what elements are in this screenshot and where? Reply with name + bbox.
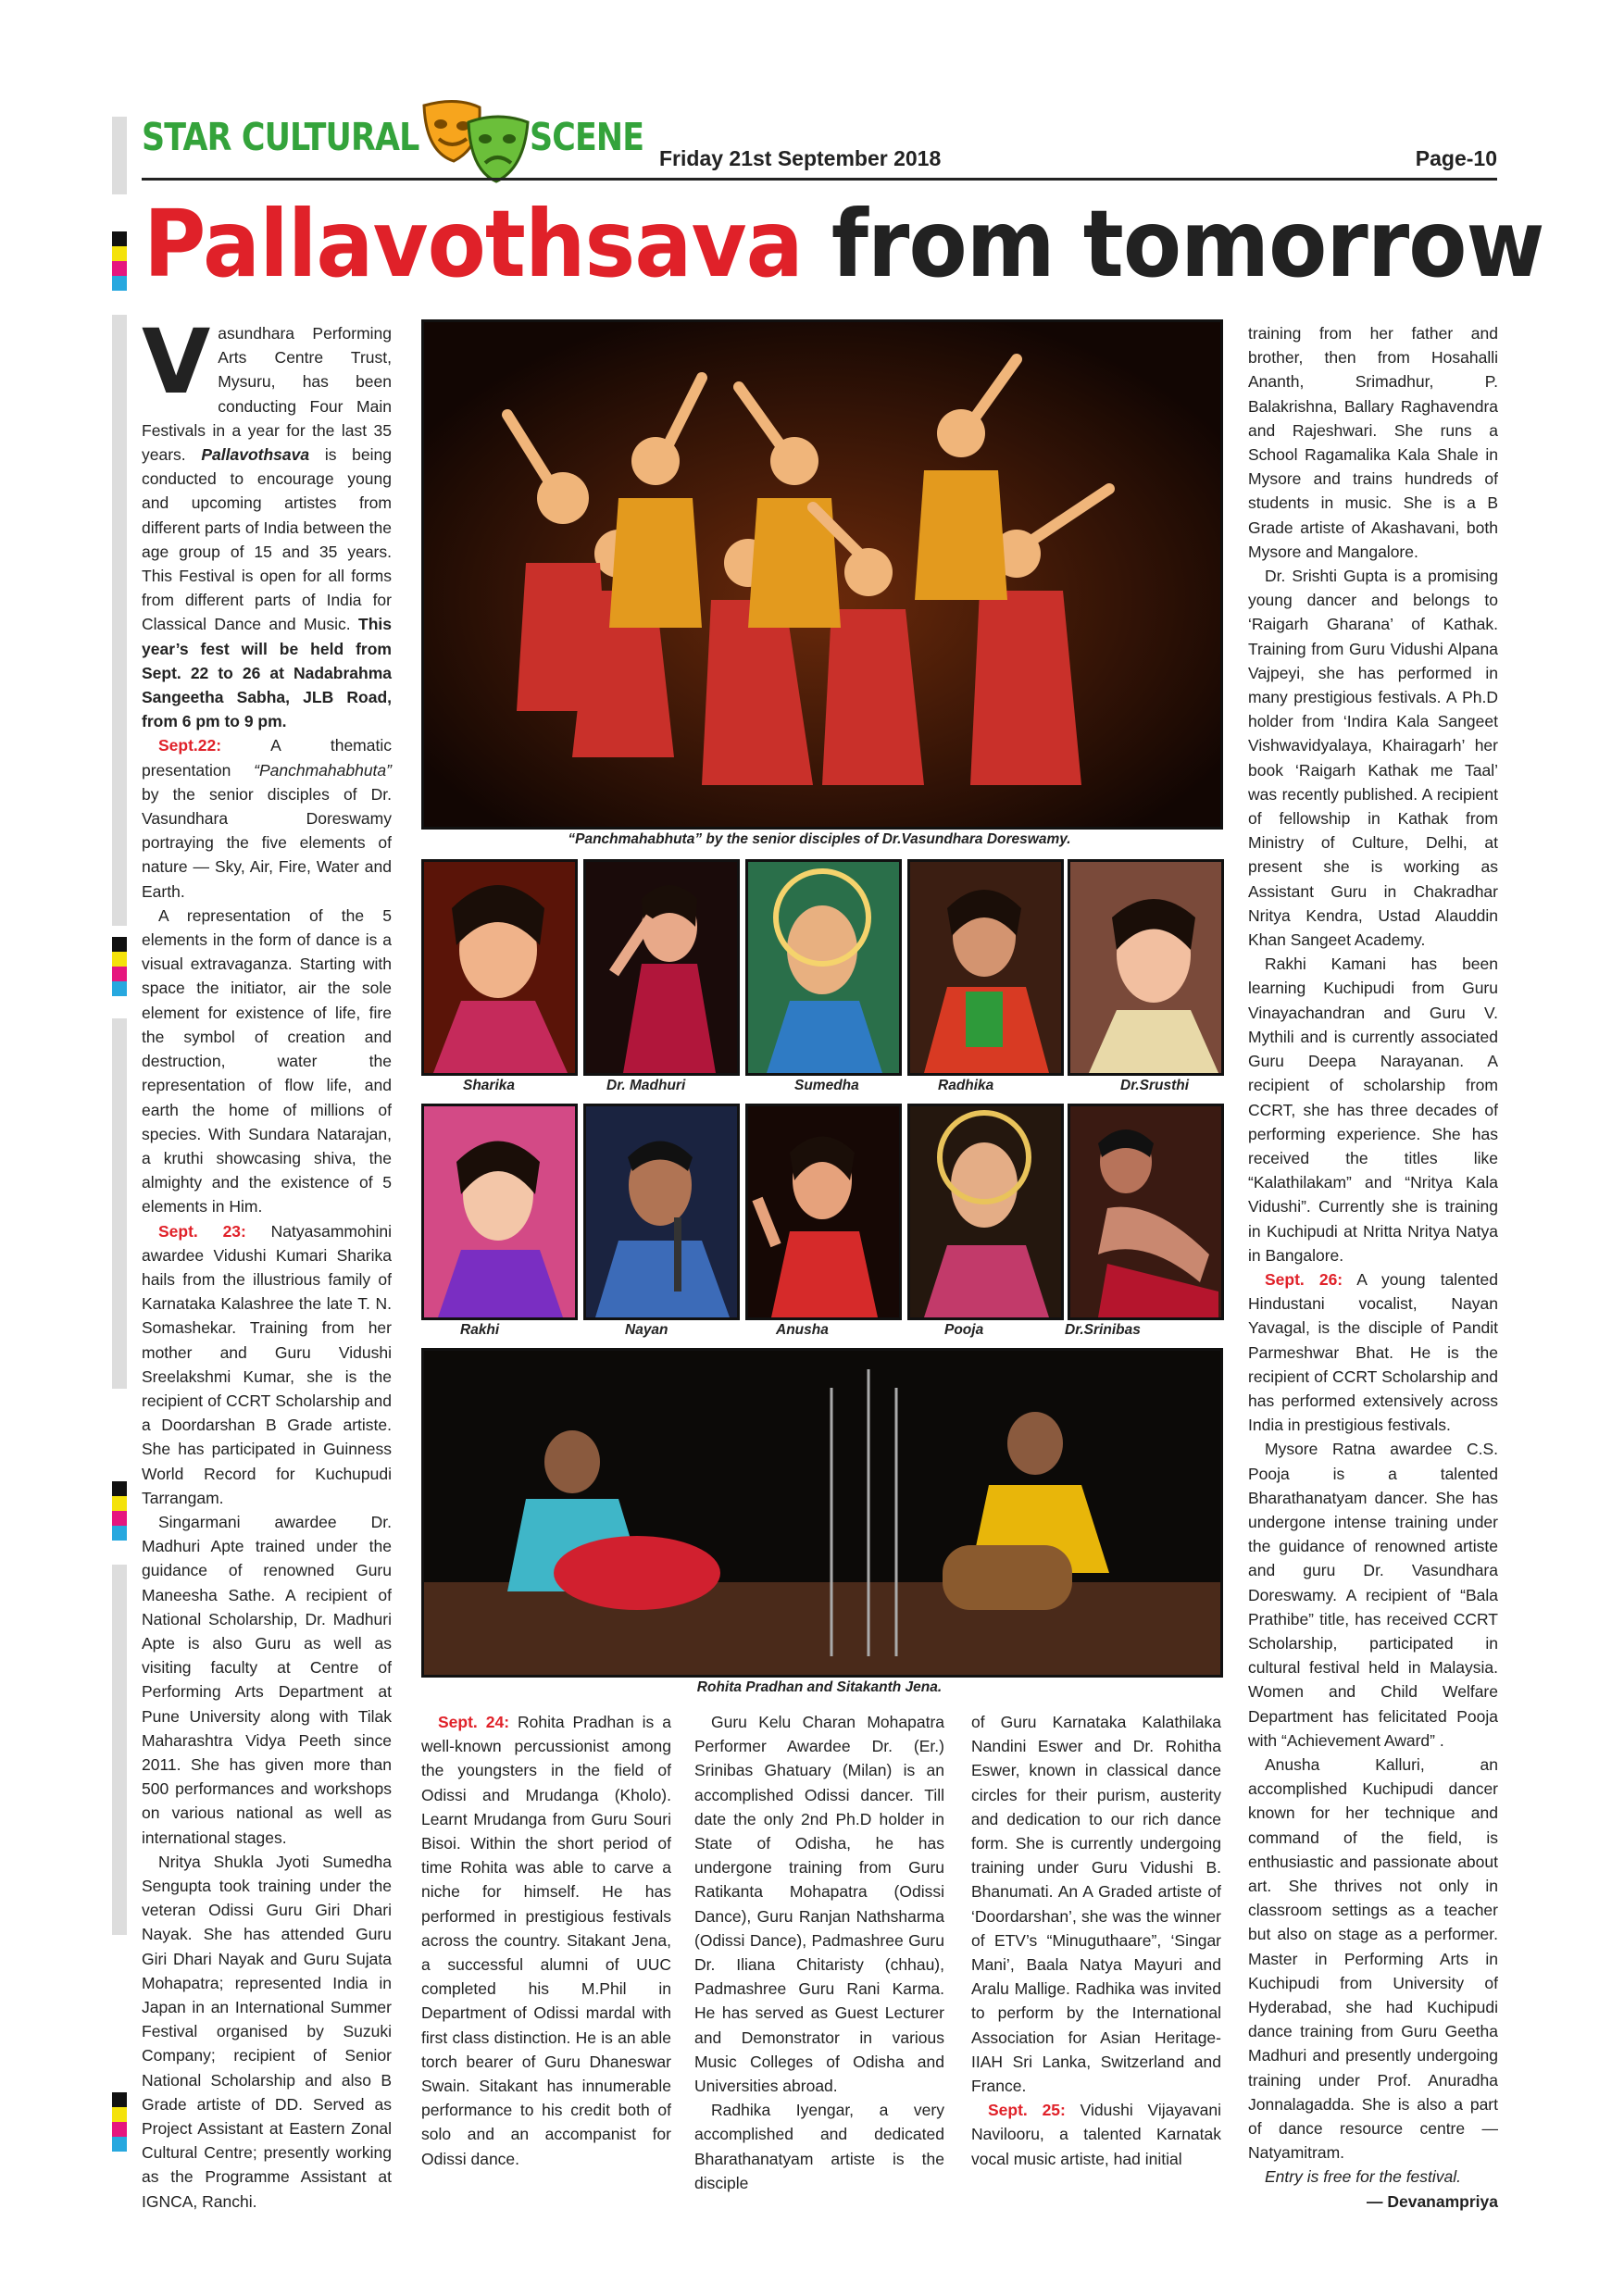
portrait-name: Pooja xyxy=(944,1322,984,1338)
color-strip-mid-1 xyxy=(112,315,127,926)
portrait-name: Sumedha xyxy=(794,1078,859,1093)
page-number: Page-10 xyxy=(1415,146,1497,170)
byline: — Devanampriya xyxy=(1366,2191,1498,2211)
article-column-4 xyxy=(971,1710,1221,2171)
text-italic: “Panchmahabhuta” xyxy=(254,760,392,780)
portrait-photo xyxy=(907,1104,1064,1320)
date-label: Sept. 24: xyxy=(438,1713,510,1731)
portrait-photo xyxy=(745,859,902,1076)
portrait-photo xyxy=(745,1104,902,1320)
main-photo-caption: “Panchmahabhuta” by the senior disciples of Dr.Vasundhara Doreswamy. xyxy=(568,831,1071,847)
header-rule xyxy=(142,178,1497,181)
headline-black: from tomorrow xyxy=(831,190,1544,298)
musicians-photo xyxy=(421,1348,1223,1678)
article-column-1 xyxy=(142,310,392,2214)
paragraph: A representation of the 5 elements in the form of dance is a visual extravaganza. Starting with space the initiator, air the sole element for existence of life, fire the symbol of creation and destruction, water the representation of flow life, and earth the home of millions of species. With Sundara Natarajan, a kruthi showcasing shiva, the almighty and the existence of 5 elements in Him. xyxy=(142,905,392,1217)
text: asundhara Performing Arts Centre Trust, Mysuru, has been conducting Four Main Festivals in a year for the last 35 years. xyxy=(142,324,392,465)
text-bold: This year’s fest will be held from Sept. 22 to 26 at Nadabrahma Sangeetha Sabha, JLB Road, from 6 pm to 9 pm. xyxy=(142,615,392,731)
color-strip-top xyxy=(112,117,127,194)
entry-note: Entry is free for the festival. xyxy=(1265,2167,1462,2187)
color-strip-mid-2 xyxy=(112,1018,127,1389)
portrait-photo xyxy=(1068,859,1224,1076)
paragraph: Dr. Srishti Gupta is a promising young dancer and belongs to ‘Raigarh Gharana’ of Kathak. Training from Guru Vidushi Alpana Vajpeyi, she has performed in many prestigious festivals. A Ph.D holder from ‘Indira Kala Sangeet Vishwavidyalaya, Khairagarh’ her book ‘Raigarh Kathak me Taal’ was recently published. A recipient of fellowship in Kathak from Ministry of Culture, Delhi, at present she is working as Assistant Guru in Chakradhar Nritya Kendra, Ustad Alauddin Khan Sangeet Academy. xyxy=(1248,567,1498,950)
theatre-masks-icon xyxy=(415,96,535,189)
page-headline xyxy=(144,190,1544,298)
portrait-name: Dr.Srusthi xyxy=(1120,1078,1190,1093)
paragraph: of Guru Karnataka Kalathilaka Nandini Eswer and Dr. Rohitha Eswer, known in classical dance circles for their purism, austerity and dedication to our rich dance form. She is currently undergoing training under Guru Vidushi B. Bhanumati. An A Graded artiste of ‘Doordarshan’, she was the winner of ETV’s “Minuguthaare”, ‘Singar Mani’, Baala Natya Mayuri and Aralu Mallige. Radhika was invited to perform by the International Association for Asian Heritage- IIAH Sri Lanka, Switzerland and France. xyxy=(971,1713,1221,2096)
color-strip-mid-3 xyxy=(112,1565,127,1935)
text: is being conducted to encourage young and upcoming artistes from different parts of India between the age group of 15 and 35 years. This Festival is open for all forms from different parts of India for Classical Dance and Music. xyxy=(142,445,392,634)
color-swatch-strip-4 xyxy=(112,2092,127,2152)
text: A thematic presentation xyxy=(142,736,392,780)
date-label: Sept. 26: xyxy=(1265,1269,1343,1289)
portrait-name: Anusha xyxy=(776,1322,829,1338)
portrait-name: Radhika xyxy=(938,1078,994,1093)
date-label: Sept.22: xyxy=(158,736,222,755)
article-column-3 xyxy=(694,1710,944,2195)
portrait-photo xyxy=(1068,1104,1224,1320)
portrait-photo xyxy=(421,1104,578,1320)
date-label: Sept. 23: xyxy=(158,1221,246,1241)
portrait-name: Dr.Srinibas xyxy=(1065,1322,1141,1338)
article-column-5 xyxy=(1248,321,1498,2214)
text: by the senior disciples of Dr. Vasundhara Doreswamy portraying the five elements of nature — Sky, Air, Fire, Water and Earth. xyxy=(142,784,392,901)
text: Vidushi Vijayavani Navilooru, a talented Karnatak vocal music artiste, had initial xyxy=(971,2101,1221,2168)
drop-cap: V xyxy=(142,310,211,414)
color-swatch-strip-2 xyxy=(112,937,127,996)
paragraph: Singarmani awardee Dr. Madhuri Apte trained under the guidance of renowned Guru Maneesha Sathe. A recipient of National Scholarship, Dr. Madhuri Apte is also Guru as well as visiting faculty at Centre of Performing Arts Department at Pune University along with Tilak Maharashtra Vidya Peeth since 2011. She has given more than 500 performances and workshops on various national as well as international stages. xyxy=(142,1512,392,1847)
main-dance-photo xyxy=(421,319,1223,830)
paragraph: Mysore Ratna awardee C.S. Pooja is a talented Bharathanatyam dancer. She has undergone intense training under the guidance of renowned artiste and guru Dr. Vasundhara Doreswamy. A recipient of “Bala Prathibe” title, has received CCRT Scholarship, participated in cultural festival held in Malaysia. Women and Child Welfare Department has felicitated Pooja with “Achievement Award” . xyxy=(1248,1440,1498,1750)
portrait-photo xyxy=(583,859,740,1076)
paragraph: Radhika Iyengar, a very accomplished and dedicated Bharathanatyam artiste is the disciple xyxy=(694,2101,944,2192)
color-swatch-strip-1 xyxy=(112,231,127,291)
masthead-logo-left: STAR CULTURAL xyxy=(142,115,419,159)
portrait-name: Sharika xyxy=(463,1078,516,1093)
paragraph: training from her father and brother, then from Hosahalli Ananth, Srimadhur, P. Balakrishna, Ballary Raghavendra and Rajeshwari. She runs a School Ragamalika Kala Shale in Mysore and trains hundreds of students in music. She is a B Grade artiste of Akashavani, both Mysore and Mangalore. xyxy=(1248,324,1498,561)
text: Natyasammohini awardee Vidushi Kumari Sharika hails from the illustrious family of Karnataka Kalashree the late T. N. Somashekar. Training from her mother and Guru Vidushi Sreelakshmi Kumar, she is the recipient of CCRT Scholarship and a Doordarshan B Grade artiste. She has participated in Guinness World Record for Kuchupudi Tarrangam. xyxy=(142,1221,392,1507)
text: Rohita Pradhan is a well-known percussionist among the youngsters in the field of Odissi and Mrudanga (Kholo). Learnt Mrudanga from Guru Souri Bisoi. Within the short period of time Rohita was able to carve a niche for himself. He has performed in prestigious festivals across the country. Sitakant Jena, a successful alumni of UUC completed his M.Phil in Department of Odissi mardal with first class distinction. He is an able torch bearer of Guru Dhaneswar Swain. Sitakant has innumerable performance to his credit both of solo and an accompanist for Odissi dance. xyxy=(421,1713,671,2168)
paragraph: Nritya Shukla Jyoti Sumedha Sengupta took training under the veteran Odissi Guru Giri Dhari Nayak. She has attended Guru Giri Dhari Nayak and Guru Sujata Mohapatra; represented India in Japan in an International Summer Festival organised by Suzuki Company; recipient of Senior National Scholarship and also B Grade artiste of DD. Served as Project Assistant at Eastern Zonal Cultural Centre; presently working as the Programme Assistant at IGNCA, Ranchi. xyxy=(142,1852,392,2211)
portrait-name: Nayan xyxy=(625,1322,668,1338)
portrait-photo xyxy=(583,1104,740,1320)
article-column-2 xyxy=(421,1710,671,2171)
date-label: Sept. 25: xyxy=(988,2101,1066,2120)
portrait-photo xyxy=(421,859,578,1076)
bottom-photo-caption: Rohita Pradhan and Sitakanth Jena. xyxy=(696,1679,943,1695)
color-swatch-strip-3 xyxy=(112,1481,127,1541)
portrait-name: Rakhi xyxy=(460,1322,500,1338)
portrait-name: Dr. Madhuri xyxy=(606,1078,686,1093)
text: A young talented Hindustani vocalist, Nayan Yavagal, is the disciple of Pandit Parmeshwar Bhat. He is the recipient of CCRT Scholarship and has performed extensively across India in prestigious festivals. xyxy=(1248,1269,1498,1435)
masthead-logo-right: SCENE xyxy=(530,115,644,159)
paragraph: Rakhi Kamani has been learning Kuchipudi from Guru Vinayachandran and Guru V. Mythili and is currently associated Guru Deepa Narayanan. A recipient of scholarship from CCRT, she has three decades of performing experience. She has received the titles like “Kalathilakam” and “Nritya Kala Vidushi”. Currently she is training in Kuchipudi at Nritta Nritya Natya in Bangalore. xyxy=(1248,955,1498,1265)
paragraph: Guru Kelu Charan Mohapatra Performer Awardee Dr. (Er.) Srinibas Ghatuary (Milan) is an accomplished Odissi dancer. Till date the only 2nd Ph.D holder in State of Odisha, he has undergone training from Guru Ratikanta Mohapatra (Odissi Dance), Guru Ranjan Nathsharma (Odissi Dance), Padmashree Guru Dr. Iliana Chitaristy (chhau), Padmashree Guru Rani Karma. He has served as Guest Lecturer and Demonstrator in various Music Colleges of Odisha and Universities abroad. xyxy=(694,1713,944,2096)
issue-date: Friday 21st September 2018 xyxy=(659,146,942,170)
headline-red: Pallavothsava xyxy=(144,190,803,298)
portrait-photo xyxy=(907,859,1064,1076)
paragraph: Anusha Kalluri, an accomplished Kuchipudi dancer known for her technique and command of the field, is enthusiastic and passionate about art. She thrives not only in classroom settings as a teacher but also on stage as a performer. Master in Performing Arts in Kuchipudi from University of Hyderabad, she had Kuchipudi dance training from Guru Geetha Madhuri and presently undergoing training under Prof. Anuradha Jonnalagadda. She is also a part of dance resource centre — Natyamitram. xyxy=(1248,1754,1498,2163)
text-emph: Pallavothsava xyxy=(201,445,310,465)
